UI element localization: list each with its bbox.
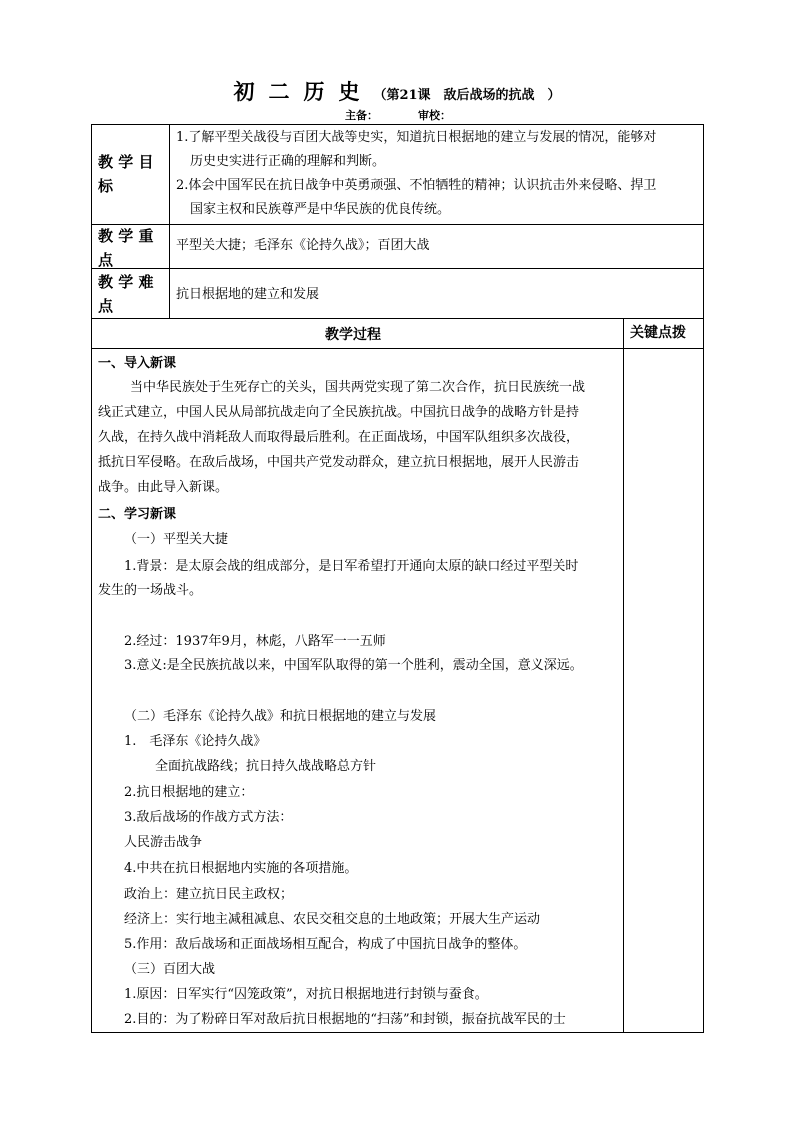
subsection-heading: （三）百团大战 (124, 962, 216, 977)
paragraph-line: 经济上：实行地主减租减息、农民交租交息的土地政策；开展大生产运动 (124, 912, 541, 927)
subsection-heading: （二）毛泽东《论持久战》和抗日根据地的建立与发展 (124, 709, 437, 724)
title-main: 初二历史 (233, 79, 374, 104)
goals-label-line2: 标 (98, 177, 114, 195)
paragraph-line: 全面抗战路线；抗日持久战战略总方针 (155, 759, 377, 774)
shenxiao-label: 审校： (418, 109, 451, 122)
goals-label (98, 150, 153, 198)
paragraph-line: 政治上：建立抗日民主政权； (124, 887, 294, 902)
page-title (0, 76, 794, 106)
row-divider (91, 268, 704, 269)
paragraph-line: 2.抗日根据地的建立： (124, 785, 254, 800)
col-divider (703, 124, 704, 1032)
paragraph-line: 当中华民族处于生死存亡的关头，国共两党实现了第二次合作，抗日民族统一战 (130, 380, 586, 395)
paragraph-line: 3.敌后战场的作战方式方法： (124, 810, 293, 825)
paragraph-line: 抵抗日军侵略。在敌后战场，中国共产党发动群众，建立抗日根据地，展开人民游击 (98, 455, 580, 470)
difficulties-text: 抗日根据地的建立和发展 (176, 287, 320, 302)
keypoints-text: 平型关大捷；毛泽东《论持久战》；百团大战 (176, 238, 430, 253)
process-header: 教学过程 (325, 327, 381, 343)
goals-line: 1.了解平型关战役与百团大战等史实，知道抗日根据地的建立与发展的情况，能够对 (176, 130, 657, 145)
keypoints-label-line2: 点 (98, 251, 114, 269)
col-divider (169, 124, 170, 318)
paragraph-line: 1.背景：是太原会战的组成部分，是日军希望打开通向太原的缺口经过平型关时 (124, 559, 579, 574)
keypoints-label-line1: 教 学 重 (98, 227, 154, 245)
paragraph-line: 2.经过：1937年9月，林彪，八路军一一五师 (124, 634, 386, 649)
row-divider (91, 348, 704, 349)
keypoints-label (98, 224, 153, 272)
difficulties-label (98, 270, 153, 318)
goals-label-line1: 教 学 目 (98, 153, 154, 171)
paragraph-line: 1. 毛泽东《论持久战》 (124, 734, 267, 749)
title-lesson: （第21课 敌后战场的抗战 ） (373, 88, 561, 103)
row-divider (91, 124, 704, 125)
paragraph-line: 线正式建立，中国人民从局部抗战走向了全民族抗战。中国抗日战争的战略方针是持 (98, 405, 580, 420)
section-heading: 二、学习新课 (98, 507, 177, 522)
difficulties-label-line2: 点 (98, 297, 114, 315)
paragraph-line: 久战，在持久战中消耗敌人而取得最后胜利。在正面战场，中国军队组织多次战役， (98, 430, 580, 445)
paragraph-line: 2.目的：为了粉碎日军对敌后抗日根据地的“扫荡”和封锁，振奋抗战军民的士 (124, 1012, 566, 1027)
paragraph-line: 1.原因：日军实行“囚笼政策”，对抗日根据地进行封锁与蚕食。 (124, 987, 488, 1002)
paragraph-line: 5.作用：敌后战场和正面战场相互配合，构成了中国抗日战争的整体。 (124, 937, 527, 952)
col-divider (91, 124, 92, 1032)
goals-line: 国家主权和民族尊严是中华民族的优良传统。 (190, 202, 451, 217)
row-divider (91, 224, 704, 225)
goals-line: 历史史实进行正确的理解和判断。 (190, 154, 386, 169)
paragraph-line: 发生的一场战斗。 (98, 583, 203, 598)
goals-line: 2.体会中国军民在抗日战争中英勇顽强、不怕牺牲的精神；认识抗击外来侵略、捍卫 (176, 178, 657, 193)
side-header: 关键点拨 (630, 325, 686, 341)
zhubei-label: 主备： (345, 109, 378, 122)
row-divider (91, 318, 704, 319)
subsection-heading: （一）平型关大捷 (124, 532, 229, 547)
section-heading: 一、导入新课 (98, 356, 177, 371)
paragraph-line: 战争。由此导入新课。 (98, 480, 229, 495)
authors-line (345, 107, 451, 123)
paragraph-line: 人民游击战争 (124, 835, 203, 850)
col-divider (623, 318, 624, 1032)
difficulties-label-line1: 教 学 难 (98, 273, 154, 291)
paragraph-line: 4.中共在抗日根据地内实施的各项措施。 (124, 861, 358, 876)
paragraph-line: 3.意义:是全民族抗战以来，中国军队取得的第一个胜利，震动全国，意义深远。 (124, 658, 583, 673)
